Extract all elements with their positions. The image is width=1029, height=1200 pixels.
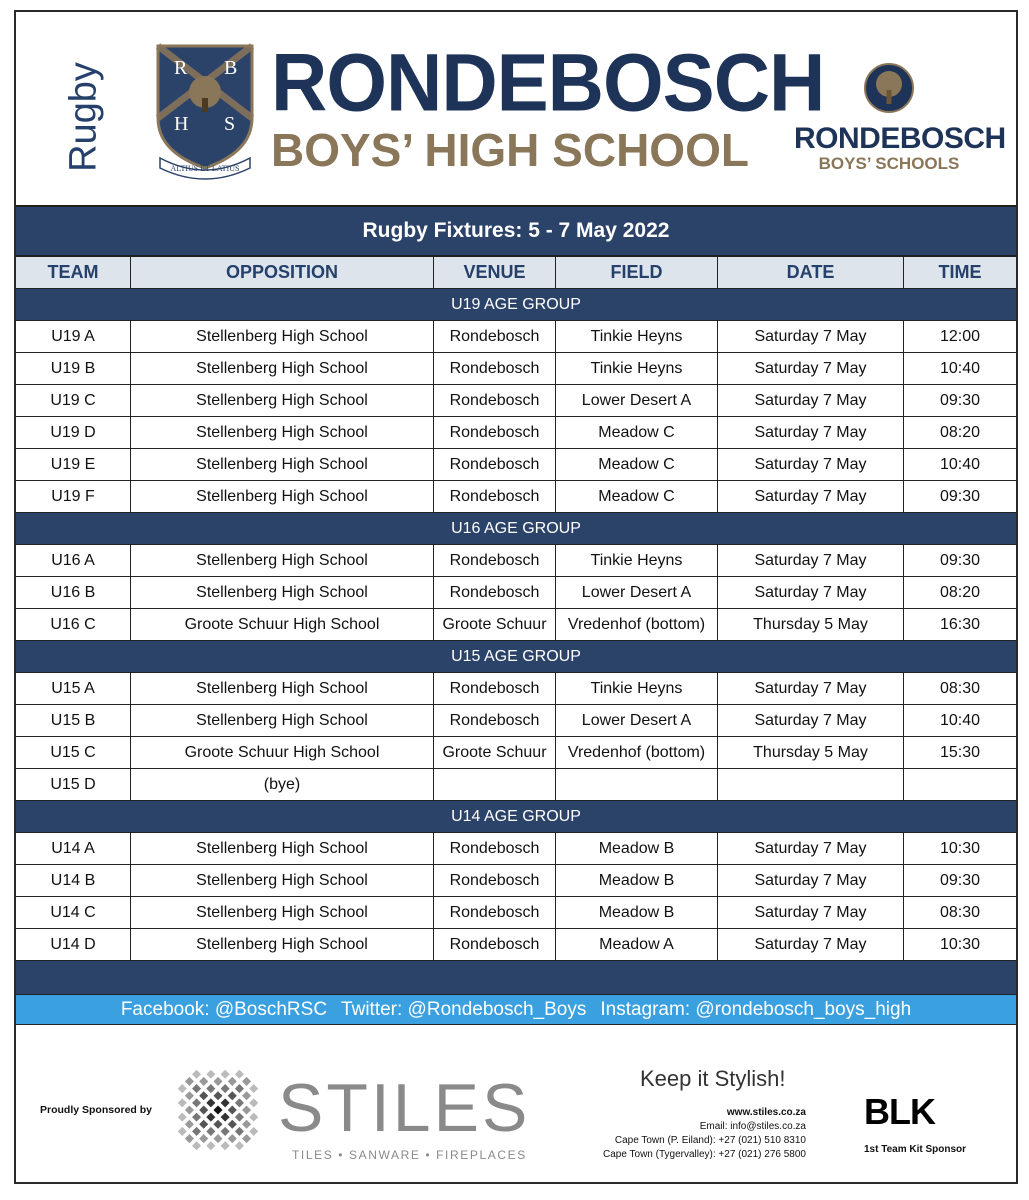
cell-time: 09:30 — [939, 551, 981, 569]
column-header-team: TEAM — [16, 257, 131, 288]
cell-date: Saturday 7 May — [718, 417, 904, 448]
mosaic-tile — [242, 1134, 251, 1143]
cell-venue: Rondebosch — [434, 897, 556, 928]
cell-field: Meadow C — [556, 417, 718, 448]
table-row — [16, 705, 1016, 737]
cell-field: Meadow C — [556, 449, 718, 480]
sponsor-website[interactable]: www.stiles.co.za — [726, 1107, 806, 1118]
mosaic-tile — [192, 1141, 201, 1150]
cell-date: Saturday 7 May — [718, 929, 904, 960]
cell-date: Saturday 7 May — [718, 833, 904, 864]
sponsor-email[interactable]: Email: info@stiles.co.za — [699, 1121, 806, 1132]
column-header-time: TIME — [938, 262, 982, 282]
table-row — [16, 385, 1016, 417]
mosaic-tile — [213, 1134, 222, 1143]
cell-team: U15 D — [16, 769, 131, 800]
cell-time: 16:30 — [939, 615, 981, 633]
sponsor-phone-2: Cape Town (Tygervalley): +27 (021) 276 5800 — [603, 1149, 806, 1160]
mosaic-tile — [185, 1077, 194, 1086]
cell-opposition: Stellenberg High School — [131, 673, 434, 704]
cell-opposition: Stellenberg High School — [131, 385, 434, 416]
table-header-row — [16, 257, 1016, 289]
mosaic-tile — [242, 1091, 251, 1100]
cell-date: Saturday 7 May — [718, 865, 904, 896]
cell-team: U16 A — [16, 545, 131, 576]
crest-letter-s: S — [224, 113, 236, 135]
cell-time: 10:40 — [939, 455, 981, 473]
instagram-handle[interactable]: Instagram: @rondebosch_boys_high — [600, 998, 912, 1020]
mosaic-tile — [192, 1098, 201, 1107]
secondary-logo — [794, 62, 1006, 182]
table-row — [16, 929, 1016, 961]
mosaic-tile — [178, 1127, 187, 1136]
mosaic-tile — [206, 1141, 215, 1150]
secondary-logo-line2: BOYS’ SCHOOLS — [818, 154, 960, 173]
mosaic-tile — [221, 1141, 230, 1150]
sponsor-phone-1: Cape Town (P. Eiland): +27 (021) 510 8310 — [614, 1135, 806, 1146]
cell-team: U15 C — [16, 737, 131, 768]
cell-time: 08:20 — [939, 423, 981, 441]
cell-field: Meadow B — [556, 833, 718, 864]
cell-team: U19 B — [16, 353, 131, 384]
cell-opposition: Stellenberg High School — [131, 929, 434, 960]
fixture-groups — [16, 289, 1016, 961]
cell-date: Saturday 7 May — [718, 353, 904, 384]
mosaic-tile — [235, 1084, 244, 1093]
cell-team: U19 D — [16, 417, 131, 448]
kit-sponsor-label: 1st Team Kit Sponsor — [864, 1144, 967, 1155]
cell-date: Thursday 5 May — [718, 737, 904, 768]
cell-team: U19 C — [16, 385, 131, 416]
cell-field: Meadow C — [556, 481, 718, 512]
mosaic-tile — [199, 1134, 208, 1143]
table-row — [16, 545, 1016, 577]
cell-opposition: Stellenberg High School — [131, 833, 434, 864]
crest-letter-h: H — [174, 113, 189, 135]
column-header-date: DATE — [718, 257, 904, 288]
table-row — [16, 353, 1016, 385]
cell-team: U14 B — [16, 865, 131, 896]
table-row — [16, 609, 1016, 641]
mosaic-tile — [221, 1084, 230, 1093]
mosaic-tile — [235, 1098, 244, 1107]
cell-time: 08:30 — [939, 903, 981, 921]
cell-venue: Rondebosch — [434, 321, 556, 352]
cell-venue: Rondebosch — [434, 673, 556, 704]
table-row — [16, 673, 1016, 705]
cell-field — [556, 769, 718, 800]
cell-opposition: Stellenberg High School — [131, 353, 434, 384]
school-brand — [271, 35, 825, 176]
school-crest-icon — [152, 40, 258, 180]
mosaic-tile — [199, 1077, 208, 1086]
mosaic-tile — [228, 1134, 237, 1143]
mosaic-tile — [235, 1141, 244, 1150]
brand-name: RONDEBOSCH — [271, 35, 825, 129]
cell-date: Thursday 5 May — [718, 609, 904, 640]
cell-time — [904, 769, 1016, 800]
cell-venue: Groote Schuur — [434, 609, 556, 640]
mosaic-tile — [178, 1084, 187, 1093]
mosaic-tile — [199, 1105, 208, 1114]
cell-team: U19 A — [16, 321, 131, 352]
age-group-header: U16 AGE GROUP — [16, 513, 1016, 545]
cell-venue — [434, 769, 556, 800]
mosaic-tile — [213, 1105, 222, 1114]
table-row — [16, 417, 1016, 449]
brand-subtitle: BOYS’ HIGH SCHOOL — [271, 124, 749, 176]
table-row — [16, 769, 1016, 801]
secondary-logo-line1: RONDEBOSCH — [794, 122, 1006, 155]
cell-field: Meadow A — [556, 929, 718, 960]
mosaic-tile — [185, 1120, 194, 1129]
stiles-diamond-mosaic-icon — [164, 1062, 272, 1158]
mosaic-tile — [185, 1134, 194, 1143]
mosaic-tile — [249, 1113, 258, 1122]
cell-opposition: Stellenberg High School — [131, 897, 434, 928]
mosaic-tile — [192, 1084, 201, 1093]
cell-opposition: Stellenberg High School — [131, 705, 434, 736]
cell-time: 10:30 — [939, 839, 981, 857]
cell-time: 09:30 — [939, 487, 981, 505]
cell-venue: Rondebosch — [434, 353, 556, 384]
mosaic-tile — [192, 1070, 201, 1079]
cell-field: Vredenhof (bottom) — [556, 609, 718, 640]
cell-venue: Rondebosch — [434, 865, 556, 896]
table-row — [16, 737, 1016, 769]
sport-label-text: Rugby — [62, 62, 105, 172]
cell-venue: Rondebosch — [434, 833, 556, 864]
crest-motto: ALTIUS ET LATIUS — [170, 164, 240, 173]
cell-date: Saturday 7 May — [718, 673, 904, 704]
cell-team: U15 A — [16, 673, 131, 704]
cell-opposition: Groote Schuur High School — [131, 609, 434, 640]
mosaic-tile — [221, 1113, 230, 1122]
cell-time: 10:40 — [939, 711, 981, 729]
cell-field: Tinkie Heyns — [556, 545, 718, 576]
mosaic-tile — [235, 1070, 244, 1079]
mosaic-tile — [206, 1098, 215, 1107]
cell-venue: Rondebosch — [434, 481, 556, 512]
cell-field: Tinkie Heyns — [556, 321, 718, 352]
cell-field: Meadow B — [556, 897, 718, 928]
cell-time: 10:30 — [939, 935, 981, 953]
column-header-field: FIELD — [556, 257, 718, 288]
stiles-tagline: TILES • SANWARE • FIREPLACES — [292, 1148, 527, 1162]
mosaic-tile — [199, 1120, 208, 1129]
cell-date: Saturday 7 May — [718, 545, 904, 576]
cell-date — [718, 769, 904, 800]
cell-date: Saturday 7 May — [718, 897, 904, 928]
age-group-header: U15 AGE GROUP — [16, 641, 1016, 673]
table-row — [16, 481, 1016, 513]
age-group-header: U19 AGE GROUP — [16, 289, 1016, 321]
table-row — [16, 577, 1016, 609]
mosaic-tile — [242, 1077, 251, 1086]
cell-time: 15:30 — [939, 743, 981, 761]
blk-logo-text: BLK — [864, 1094, 935, 1130]
cell-venue: Rondebosch — [434, 545, 556, 576]
cell-date: Saturday 7 May — [718, 481, 904, 512]
mosaic-tile — [242, 1105, 251, 1114]
table-row — [16, 865, 1016, 897]
cell-venue: Groote Schuur — [434, 737, 556, 768]
mosaic-tile — [213, 1120, 222, 1129]
cell-venue: Rondebosch — [434, 705, 556, 736]
mosaic-tile — [178, 1113, 187, 1122]
mosaic-tile — [178, 1098, 187, 1107]
cell-team: U16 C — [16, 609, 131, 640]
mosaic-tile — [249, 1084, 258, 1093]
cell-venue: Rondebosch — [434, 449, 556, 480]
cell-venue: Rondebosch — [434, 417, 556, 448]
facebook-handle[interactable]: Facebook: @BoschRSC — [120, 998, 328, 1020]
sponsor-slogan: Keep it Stylish! — [640, 1066, 786, 1091]
cell-venue: Rondebosch — [434, 929, 556, 960]
mosaic-tile — [185, 1091, 194, 1100]
header — [16, 12, 1016, 205]
cell-field: Meadow B — [556, 865, 718, 896]
crest-letter-b: B — [224, 57, 238, 79]
mosaic-tile — [192, 1113, 201, 1122]
cell-venue: Rondebosch — [434, 577, 556, 608]
cell-opposition: Stellenberg High School — [131, 577, 434, 608]
table-row — [16, 833, 1016, 865]
cell-opposition: Stellenberg High School — [131, 321, 434, 352]
mosaic-tile — [228, 1120, 237, 1129]
fixtures-title: Rugby Fixtures: 5 - 7 May 2022 — [16, 205, 1016, 257]
mosaic-tile — [206, 1084, 215, 1093]
cell-team: U15 B — [16, 705, 131, 736]
poster-frame — [14, 10, 1018, 1184]
cell-opposition: Groote Schuur High School — [131, 737, 434, 768]
cell-date: Saturday 7 May — [718, 705, 904, 736]
table-footer-band — [16, 961, 1016, 995]
mosaic-tile — [206, 1127, 215, 1136]
mosaic-tile — [185, 1105, 194, 1114]
cell-time: 09:30 — [939, 871, 981, 889]
fixtures-table — [16, 205, 1016, 1025]
mosaic-tile — [192, 1127, 201, 1136]
cell-opposition: Stellenberg High School — [131, 481, 434, 512]
mosaic-tile — [213, 1091, 222, 1100]
mosaic-tile — [221, 1098, 230, 1107]
cell-date: Saturday 7 May — [718, 449, 904, 480]
mosaic-tile — [221, 1070, 230, 1079]
cell-field: Lower Desert A — [556, 577, 718, 608]
cell-opposition: Stellenberg High School — [131, 865, 434, 896]
cell-opposition: (bye) — [131, 769, 434, 800]
table-row — [16, 321, 1016, 353]
mosaic-tile — [221, 1127, 230, 1136]
mosaic-tile — [206, 1113, 215, 1122]
cell-time: 12:00 — [939, 327, 981, 345]
cell-time: 09:30 — [939, 391, 981, 409]
mosaic-tile — [249, 1127, 258, 1136]
cell-time: 08:20 — [939, 583, 981, 601]
oak-tree-badge-icon — [863, 62, 915, 114]
cell-time: 08:30 — [939, 679, 981, 697]
cell-opposition: Stellenberg High School — [131, 545, 434, 576]
mosaic-tile — [242, 1120, 251, 1129]
cell-venue: Rondebosch — [434, 385, 556, 416]
mosaic-tile — [213, 1077, 222, 1086]
stiles-logo-text: STILES — [278, 1070, 531, 1146]
mosaic-tile — [206, 1070, 215, 1079]
cell-field: Tinkie Heyns — [556, 673, 718, 704]
mosaic-tile — [235, 1113, 244, 1122]
cell-date: Saturday 7 May — [718, 385, 904, 416]
mosaic-tile — [199, 1091, 208, 1100]
table-row — [16, 897, 1016, 929]
cell-date: Saturday 7 May — [718, 577, 904, 608]
cell-field: Tinkie Heyns — [556, 353, 718, 384]
sponsored-label: Proudly Sponsored by — [40, 1104, 153, 1116]
mosaic-tile — [235, 1127, 244, 1136]
cell-field: Vredenhof (bottom) — [556, 737, 718, 768]
cell-team: U19 F — [16, 481, 131, 512]
cell-time: 10:40 — [939, 359, 981, 377]
cell-opposition: Stellenberg High School — [131, 449, 434, 480]
cell-field: Lower Desert A — [556, 705, 718, 736]
mosaic-tile — [228, 1077, 237, 1086]
cell-team: U14 D — [16, 929, 131, 960]
column-header-venue: VENUE — [434, 257, 556, 288]
mosaic-tile — [228, 1105, 237, 1114]
cell-team: U19 E — [16, 449, 131, 480]
cell-opposition: Stellenberg High School — [131, 417, 434, 448]
sponsor-contact — [603, 1106, 806, 1162]
cell-team: U16 B — [16, 577, 131, 608]
sport-label — [54, 52, 114, 182]
cell-field: Lower Desert A — [556, 385, 718, 416]
blk-logo-icon — [864, 1094, 968, 1130]
cell-team: U14 C — [16, 897, 131, 928]
crest-letter-r: R — [174, 57, 188, 79]
mosaic-tile — [249, 1098, 258, 1107]
sponsor-footer — [16, 1024, 1016, 1184]
cell-date: Saturday 7 May — [718, 321, 904, 352]
column-header-opposition: OPPOSITION — [131, 257, 434, 288]
age-group-header: U14 AGE GROUP — [16, 801, 1016, 833]
mosaic-tile — [228, 1091, 237, 1100]
social-media-bar — [16, 995, 1016, 1025]
twitter-handle[interactable]: Twitter: @Rondebosch_Boys — [341, 998, 587, 1020]
table-row — [16, 449, 1016, 481]
cell-team: U14 A — [16, 833, 131, 864]
